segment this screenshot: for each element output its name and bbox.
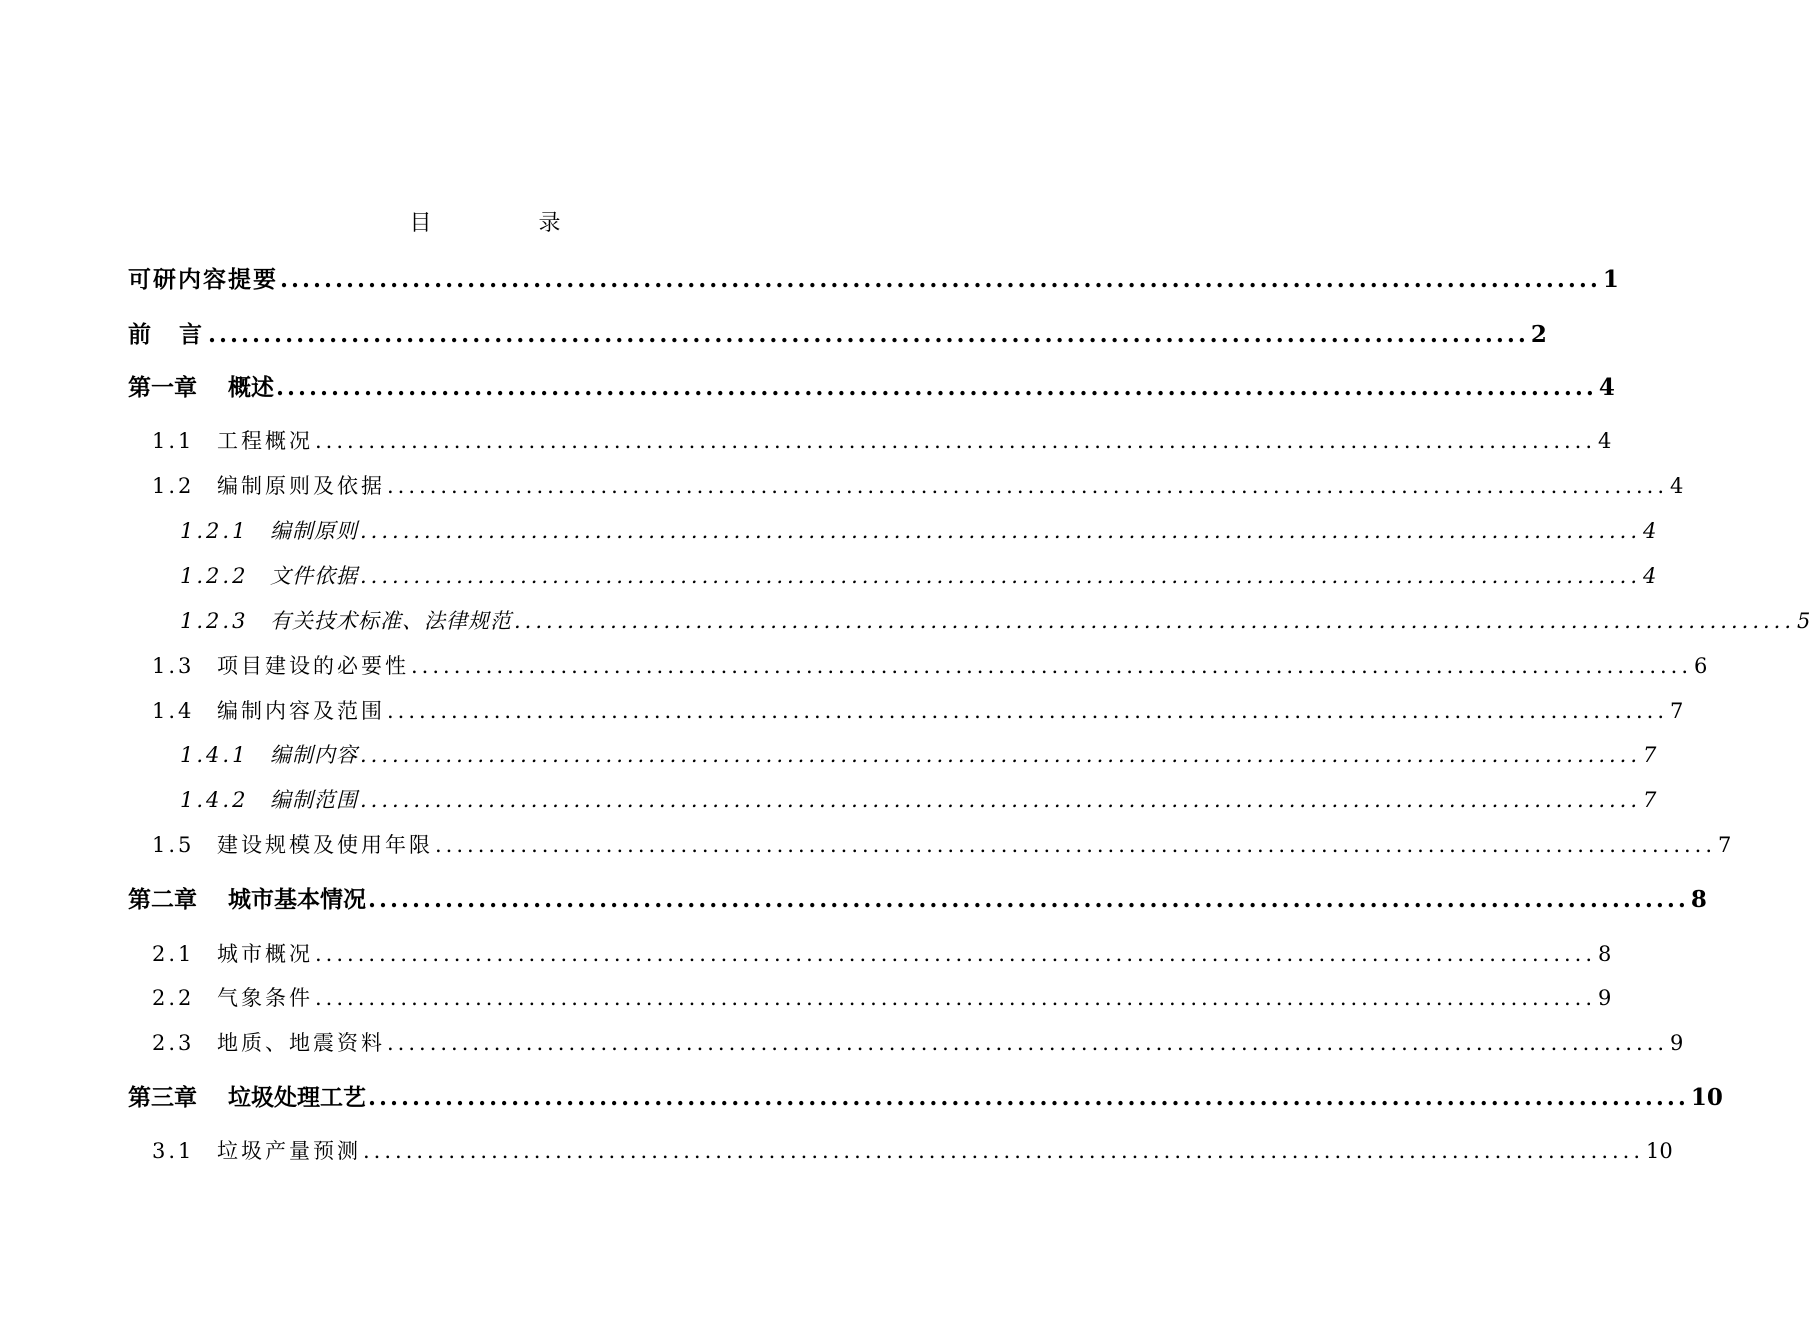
- toc-entry-page: 2: [1530, 321, 1547, 348]
- toc-entry-label: 概述: [228, 374, 274, 401]
- toc-entry-label: 垃圾产量预测: [217, 1139, 361, 1163]
- toc-leader: ........................................................................................................................: [514, 609, 1796, 633]
- toc-entry-label: 有关技术标准、法律规范: [270, 609, 512, 633]
- toc-entry-label: 建设规模及使用年限: [217, 833, 433, 857]
- toc-leader: ........................................................................................................................: [360, 743, 1642, 767]
- toc-entry-chapter-2[interactable]: [128, 883, 1707, 917]
- toc-entry-label: 前 言: [128, 321, 207, 348]
- toc-entry-page: 5: [1797, 609, 1810, 633]
- toc-entry-number: 第三章: [128, 1084, 197, 1111]
- toc-entry-number: 1.2.1: [180, 519, 249, 543]
- toc-entry-page: 9: [1598, 986, 1612, 1010]
- toc-entry-number: 1.1: [152, 429, 195, 453]
- toc-entry-label: 编制内容及范围: [217, 699, 385, 723]
- toc-leader: ........................................................................................................................: [368, 886, 1689, 913]
- toc-entry-section[interactable]: [128, 470, 1684, 502]
- toc-entry-section[interactable]: [128, 829, 1732, 861]
- toc-entry-section[interactable]: [128, 1027, 1684, 1059]
- toc-entry-label: 项目建设的必要性: [217, 654, 409, 678]
- toc-leader: ........................................................................................................................: [435, 833, 1717, 857]
- toc-entry-number: 第一章: [128, 374, 197, 401]
- toc-entry-subsection[interactable]: [128, 560, 1657, 592]
- toc-entry-number: 1.3: [152, 654, 195, 678]
- toc-entry-number: 1.4: [152, 699, 195, 723]
- toc-leader: ........................................................................................................................: [368, 1084, 1689, 1111]
- toc-entry-chapter-1[interactable]: [128, 371, 1615, 405]
- toc-entry-section[interactable]: [128, 650, 1708, 682]
- toc-leader: ........................................................................................................................: [315, 986, 1597, 1010]
- toc-entry-label: 编制内容: [270, 743, 358, 767]
- toc-entry-page: 4: [1643, 519, 1657, 543]
- toc-entry-label: 编制原则: [270, 519, 358, 543]
- toc-entry-label: 城市概况: [217, 942, 313, 966]
- toc-entry-label: 工程概况: [217, 429, 313, 453]
- toc-entry-number: 2.2: [152, 986, 195, 1010]
- toc-entry-page: 9: [1670, 1031, 1684, 1055]
- toc-entry-number: 1.4.1: [180, 743, 249, 767]
- toc-entry-preface[interactable]: [128, 318, 1547, 352]
- toc-entry-number: 1.2.3: [180, 609, 249, 633]
- toc-entry-subsection[interactable]: [128, 739, 1657, 771]
- toc-entry-number: 1.2: [152, 474, 195, 498]
- toc-entry-page: 4: [1598, 429, 1612, 453]
- toc-leader: ........................................................................................................................: [360, 564, 1642, 588]
- toc-entry-page: 7: [1670, 699, 1684, 723]
- toc-entry-label: 城市基本情况: [228, 886, 366, 913]
- toc-entry-page: 4: [1598, 374, 1615, 401]
- toc-entry-page: 4: [1643, 564, 1657, 588]
- toc-entry-page: 8: [1690, 886, 1707, 913]
- toc-entry-summary[interactable]: [128, 263, 1619, 297]
- toc-entry-page: 7: [1718, 833, 1732, 857]
- toc-entry-section[interactable]: [128, 982, 1612, 1014]
- toc-leader: ........................................................................................................................: [360, 519, 1642, 543]
- toc-entry-number: 2.1: [152, 942, 195, 966]
- toc-leader: ........................................................................................................................: [363, 1139, 1645, 1163]
- toc-leader: ........................................................................................................................: [387, 699, 1669, 723]
- toc-leader: ........................................................................................................................: [208, 321, 1529, 348]
- toc-heading: 目 录: [409, 211, 611, 236]
- toc-entry-page: 1: [1602, 266, 1619, 293]
- toc-entry-number: 1.2.2: [180, 564, 249, 588]
- toc-entry-page: 10: [1690, 1084, 1723, 1111]
- toc-entry-chapter-3[interactable]: [128, 1081, 1723, 1115]
- toc-entry-page: 10: [1646, 1139, 1673, 1163]
- toc-entry-page: 4: [1670, 474, 1684, 498]
- toc-entry-subsection[interactable]: [128, 515, 1657, 547]
- toc-entry-section[interactable]: [128, 695, 1684, 727]
- toc-entry-label: 可研内容提要: [128, 266, 278, 293]
- toc-leader: ........................................................................................................................: [360, 788, 1642, 812]
- toc-entry-section[interactable]: [128, 1135, 1673, 1167]
- toc-list: [128, 0, 1810, 1344]
- toc-entry-page: 7: [1643, 788, 1657, 812]
- toc-entry-subsection[interactable]: [128, 784, 1657, 816]
- toc-entry-number: 2.3: [152, 1031, 195, 1055]
- toc-entry-label: 垃圾处理工艺: [228, 1084, 366, 1111]
- toc-entry-number: 1.5: [152, 833, 195, 857]
- toc-entry-label: 文件依据: [270, 564, 358, 588]
- toc-entry-number: 3.1: [152, 1139, 195, 1163]
- toc-entry-label: 地质、地震资料: [217, 1031, 385, 1055]
- toc-entry-subsection[interactable]: [128, 605, 1810, 637]
- toc-entry-page: 6: [1694, 654, 1708, 678]
- toc-leader: ........................................................................................................................: [315, 942, 1597, 966]
- toc-entry-number: 1.4.2: [180, 788, 249, 812]
- toc-leader: ........................................................................................................................: [276, 374, 1597, 401]
- toc-entry-page: 8: [1598, 942, 1612, 966]
- toc-leader: ........................................................................................................................: [387, 474, 1669, 498]
- toc-entry-label: 编制范围: [270, 788, 358, 812]
- toc-entry-page: 7: [1643, 743, 1657, 767]
- toc-entry-label: 气象条件: [217, 986, 313, 1010]
- toc-leader: ........................................................................................................................: [280, 266, 1601, 293]
- toc-leader: ........................................................................................................................: [387, 1031, 1669, 1055]
- toc-leader: ........................................................................................................................: [411, 654, 1693, 678]
- toc-entry-section[interactable]: [128, 425, 1612, 457]
- toc-entry-label: 编制原则及依据: [217, 474, 385, 498]
- toc-leader: ........................................................................................................................: [315, 429, 1597, 453]
- toc-entry-section[interactable]: [128, 938, 1612, 970]
- toc-entry-number: 第二章: [128, 886, 197, 913]
